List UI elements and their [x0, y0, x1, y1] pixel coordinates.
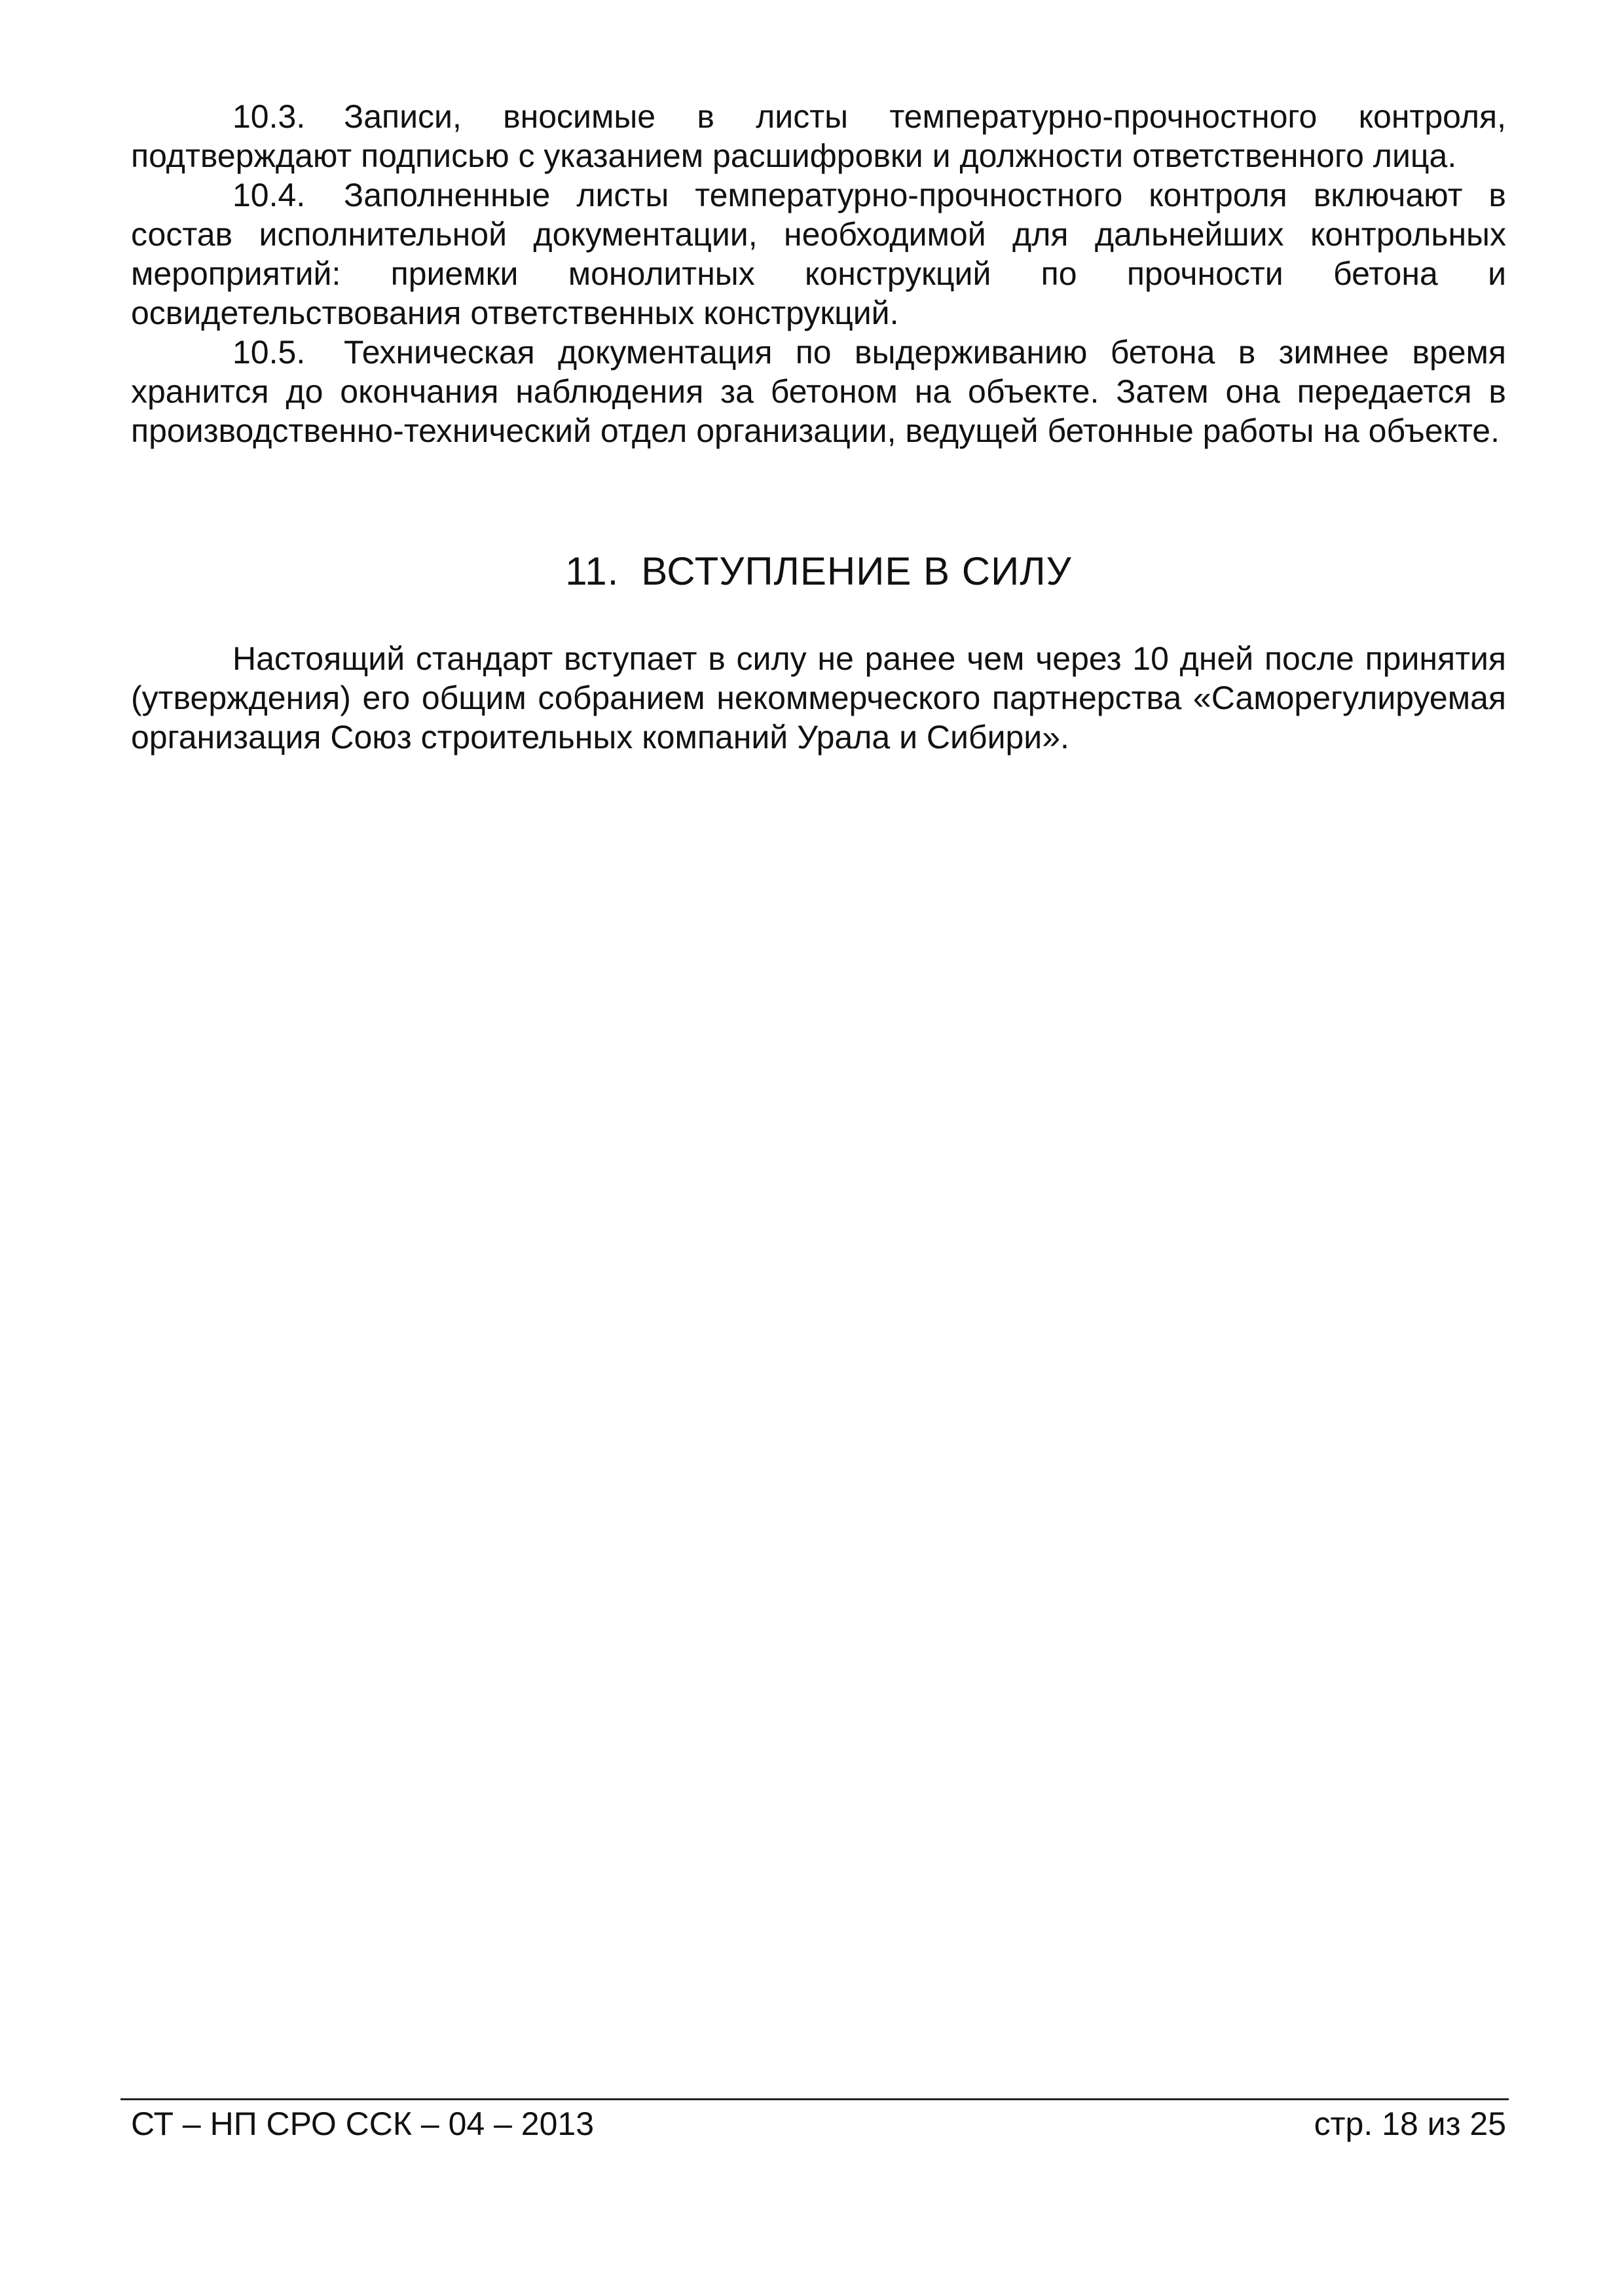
footer-divider: [120, 2098, 1509, 2100]
section-heading: ВСТУПЛЕНИЕ В СИЛУ: [641, 549, 1072, 593]
paragraph-number: 10.4.: [232, 177, 306, 213]
paragraph-text: Техническая документация по выдерживанию бетона в зимнее время хранится до окончания наблюдения за бетоном на объекте. Затем она передается в производственно-технический отдел организации, ведущей бетонные работы на объекте.: [131, 334, 1506, 449]
page-number: стр. 18 из 25: [1314, 2105, 1506, 2142]
section-number: 11.: [565, 549, 619, 593]
paragraph-text: Записи, вносимые в листы температурно-прочностного контроля, подтверждают подписью с указанием расшифровки и должности ответственного лица.: [131, 98, 1506, 174]
paragraph-11-text: Настоящий стандарт вступает в силу не ранее чем через 10 дней после принятия (утверждения) его общим собранием некоммерческого партнерства «Саморегулируемая организация Союз строительных компаний Урала и Сибири».: [131, 640, 1506, 756]
page-footer: [131, 2104, 1506, 2143]
paragraph-10-5: [131, 333, 1506, 450]
document-code: СТ – НП СРО ССК – 04 – 2013: [131, 2105, 595, 2142]
paragraph-10-4: [131, 175, 1506, 333]
paragraph-number: 10.5.: [232, 334, 306, 371]
paragraph-number: 10.3.: [232, 98, 306, 135]
section-title: [131, 549, 1506, 594]
document-body: [131, 97, 1506, 757]
paragraph-10-3: [131, 97, 1506, 175]
paragraph-text: Заполненные листы температурно-прочностного контроля включают в состав исполнительной документации, необходимой для дальнейших контрольных мероприятий: приемки монолитных конструкций по прочности бетона и освидетельствования ответственных конструкций.: [131, 177, 1506, 331]
